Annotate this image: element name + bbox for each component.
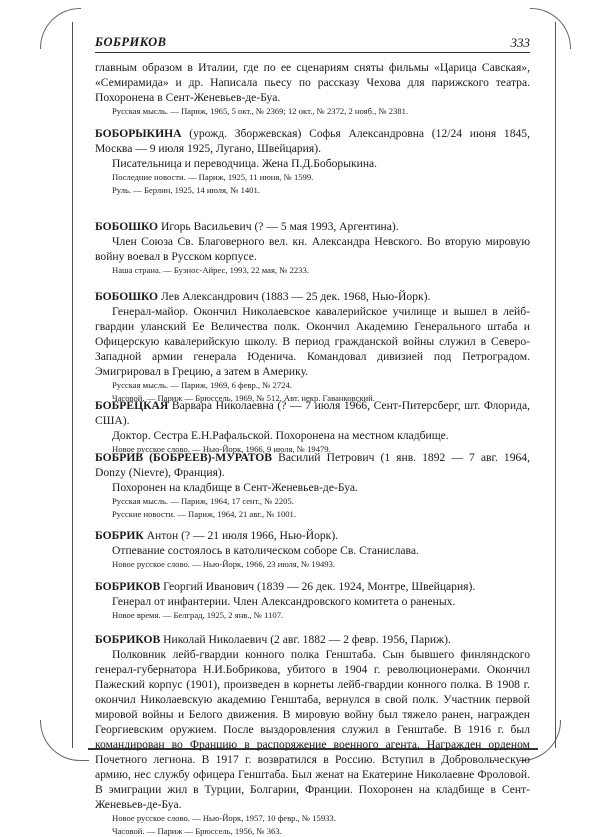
entry-citation: Русская мысль. — Париж, 1964, 17 сент., № 2205. — [95, 495, 530, 508]
entry-citation: Новое русское слово. — Нью-Йорк, 1966, 9 июля, № 19479. — [95, 443, 530, 456]
entry-name: БОБРИВ (БОБРЕЕВ)-МУРАТОВ — [95, 451, 272, 464]
entry-heading — [95, 450, 530, 480]
entry-name: БОБОШКО — [95, 220, 158, 233]
entry-heading — [95, 579, 530, 594]
entry-heading — [95, 289, 530, 304]
entry-citation: Руль. — Берлин, 1925, 14 июля, № 1401. — [95, 184, 530, 197]
entry-name: БОБОРЫКИНА — [95, 127, 182, 140]
entry-details: Василий Петрович (1 янв. 1892 — 7 авг. 1964, Donzy (Nievre), Франция). — [95, 451, 530, 479]
frame-corner — [530, 8, 571, 49]
entry-name: БОБРИКОВ — [95, 633, 160, 646]
entry-citation: Последние новости. — Париж, 1925, 11 июня, № 1599. — [95, 171, 530, 184]
entry-name: БОБРЕЦКАЯ — [95, 399, 168, 412]
dictionary-entry — [95, 632, 530, 837]
frame-corner — [40, 720, 89, 761]
entry-citation: Новое русское слово. — Нью-Йорк, 1966, 23 июля, № 19493. — [95, 558, 530, 571]
dictionary-entry — [95, 579, 530, 622]
entry-details: Николай Николаевич (2 авг. 1882 — 2 февр. 1956, Париж). — [160, 633, 451, 646]
entry-text: Полковник лейб-гвардии конного полка Генштаба. Сын бывшего финляндского генерал-губернатора Н.И.Бобрикова, убитого в 1904 г. революционерами. Окончил Пажеский корпус (1901), произведен в корнеты лейб-гвардии конного полка. В 1908 г. окончил Николаевскую академию Генштаба, вернулся в свой полк. Участник первой мировой войны и Белого движения. В мировую войну был тяжело ранен, награжден Георгиевским оружием. После выздоровления служил в Генштабе. В 1916 г. был командирован во Францию в распоряжение военного агента. Награжден орденом Почетного легиона. В 1917 г. возвратился в Россию. Вступил в Добровольческую армию, нес службу офицера Генштаба. Был женат на Екатерине Николаевне Фроловой. В эмиграции жил в Турции, Болгарии, Франции. Похоронен на кладбище в Сент-Женевьев-де-Буа. — [95, 647, 530, 812]
entry-citation: Русская мысль. — Париж, 1965, 5 окт., № 2369; 12 окт., № 2372, 2 нояб., № 2381. — [95, 105, 530, 118]
entry-text: Член Союза Св. Благоверного вел. кн. Александра Невского. Во вторую мировую войну воевал в Русском корпусе. — [95, 234, 530, 264]
entry-details: Георгий Иванович (1839 — 26 дек. 1924, Монтре, Швейцария). — [160, 580, 475, 593]
entry-details: Лев Александрович (1883 — 25 дек. 1968, Нью-Йорк). — [158, 290, 430, 303]
dictionary-entry — [95, 219, 530, 277]
entry-name: БОБРИК — [95, 529, 144, 542]
entry-heading — [95, 398, 530, 428]
entry-details: (урожд. Зборжевская) Софья Александровна (12/24 июня 1845, Москва — 9 июля 1925, Лугано, Швейцария). — [95, 127, 530, 155]
entry-details: Игорь Васильевич (? — 5 мая 1993, Аргентина). — [158, 220, 399, 233]
entry-details: Антон (? — 21 июля 1966, Нью-Йорк). — [144, 529, 338, 542]
entry-text: Доктор. Сестра Е.Н.Рафальской. Похоронена на местном кладбище. — [95, 428, 530, 443]
entry-citation: Русская мысль. — Париж, 1969, 6 февр., № 2724. — [95, 379, 530, 392]
running-head — [95, 32, 530, 53]
dictionary-entry — [95, 60, 530, 118]
entry-text: главным образом в Италии, где по ее сценариям сняты фильмы «Царица Савская», «Семирамида» и др. Написала пьесу по рассказу Чехова для парижского театра. Похоронена в Сент-Женевьев-де-Буа. — [95, 60, 530, 105]
entry-text: Писательница и переводчица. Жена П.Д.Боборыкина. — [95, 156, 530, 171]
entry-text: Генерал от инфантерии. Член Александровского комитета о раненых. — [95, 594, 530, 609]
dictionary-entry — [95, 528, 530, 571]
entry-citation: Часовой. — Париж — Брюссель, 1956, № 363. — [95, 825, 530, 837]
entry-citation: Часовой. — Париж — Брюссель, 1969, № 512. Авт. некр. Гаванковский. — [95, 392, 530, 405]
running-head-title: БОБРИКОВ — [95, 35, 167, 50]
entry-heading — [95, 219, 530, 234]
frame-corner — [40, 8, 81, 49]
dictionary-entry — [95, 398, 530, 456]
entry-heading — [95, 528, 530, 543]
entry-heading — [95, 126, 530, 156]
entry-details: Варвара Николаевна (? — 7 июля 1966, Сент-Питерсберг, шт. Флорида, США). — [95, 399, 530, 427]
entry-name: БОБОШКО — [95, 290, 158, 303]
entry-text: Генерал-майор. Окончил Николаевское кавалерийское училище и вышел в лейб-гвардии уланский Ее Величества полк. Окончил Академию Генерального штаба и Офицерскую кавалерийскую школу. В период гражданской войны служил в Северо-Западной армии генерала Юденича. Командовал дивизией под Петроградом. Эмигрировал в Грецию, а затем в Америку. — [95, 304, 530, 379]
entry-citation: Новое русское слово. — Нью-Йорк, 1957, 10 февр., № 15933. — [95, 812, 530, 825]
entry-heading — [95, 632, 530, 647]
entry-citation: Русские новости. — Париж, 1964, 21 авг., № 1001. — [95, 508, 530, 521]
dictionary-entry — [95, 289, 530, 404]
entry-text: Похоронен на кладбище в Сент-Женевьев-де-Буа. — [95, 480, 530, 495]
entry-citation: Наша страна. — Буэнос-Айрес, 1993, 22 мая, № 2233. — [95, 264, 530, 277]
page-number: 333 — [511, 35, 531, 51]
entry-citation: Новое время. — Белград, 1925, 2 янв., № 1107. — [95, 609, 530, 622]
dictionary-entry — [95, 126, 530, 196]
entry-name: БОБРИКОВ — [95, 580, 160, 593]
entry-text: Отпевание состоялось в католическом соборе Св. Станислава. — [95, 543, 530, 558]
dictionary-entry — [95, 450, 530, 520]
